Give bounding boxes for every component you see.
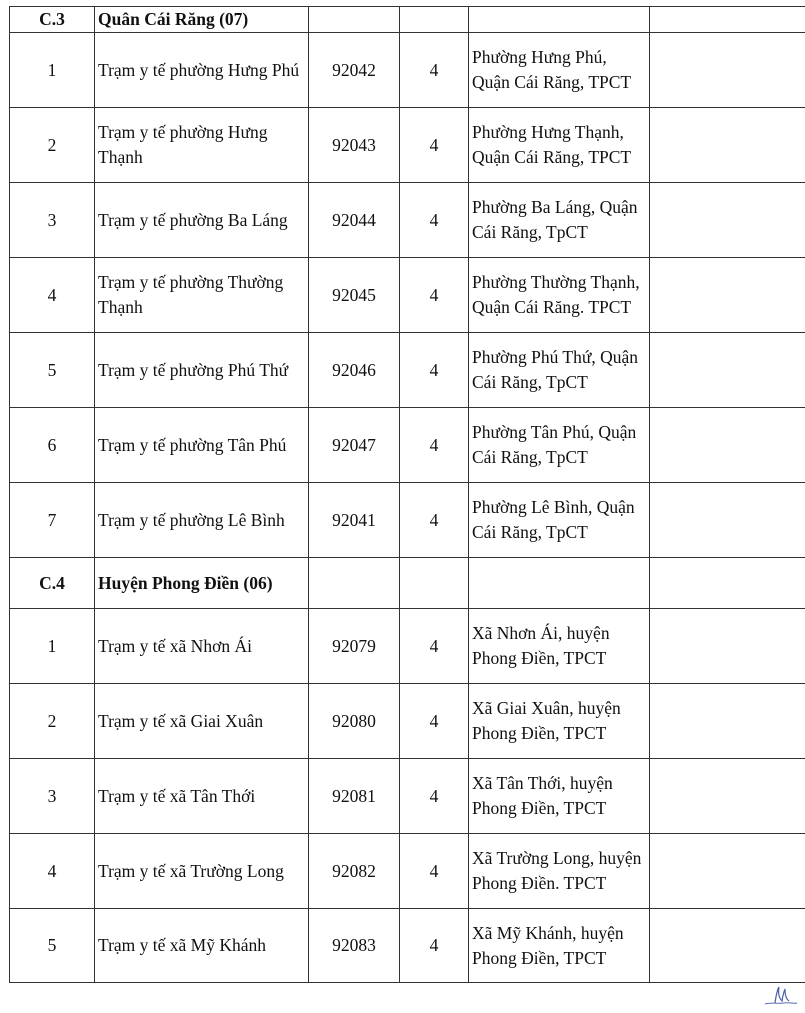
table-row bbox=[10, 258, 805, 333]
facility-code: 92041 bbox=[309, 483, 400, 558]
facility-name: Trạm y tế phường Ba Láng bbox=[95, 183, 309, 258]
table-row bbox=[10, 333, 805, 408]
facility-level: 4 bbox=[400, 684, 469, 759]
facility-name: Trạm y tế xã Nhơn Ái bbox=[95, 609, 309, 684]
facility-code: 92045 bbox=[309, 258, 400, 333]
row-number: 1 bbox=[10, 609, 95, 684]
facility-level: 4 bbox=[400, 258, 469, 333]
row-number: 4 bbox=[10, 834, 95, 909]
note-cell bbox=[650, 33, 805, 108]
facility-address: Phường Thường Thạnh, Quận Cái Răng. TPCT bbox=[469, 258, 650, 333]
facility-level: 4 bbox=[400, 609, 469, 684]
table-row bbox=[10, 33, 805, 108]
facility-level: 4 bbox=[400, 759, 469, 834]
row-number: 2 bbox=[10, 684, 95, 759]
facility-level: 4 bbox=[400, 183, 469, 258]
facility-address: Xã Tân Thới, huyện Phong Điền, TPCT bbox=[469, 759, 650, 834]
facility-name: Trạm y tế phường Hưng Phú bbox=[95, 33, 309, 108]
empty-cell bbox=[400, 7, 469, 33]
table-row bbox=[10, 759, 805, 834]
row-number: 4 bbox=[10, 258, 95, 333]
facility-table bbox=[9, 6, 805, 983]
table-row bbox=[10, 408, 805, 483]
empty-cell bbox=[309, 558, 400, 609]
facility-name: Trạm y tế phường Tân Phú bbox=[95, 408, 309, 483]
row-number: 7 bbox=[10, 483, 95, 558]
section-code: C.3 bbox=[10, 7, 95, 33]
facility-level: 4 bbox=[400, 834, 469, 909]
note-cell bbox=[650, 258, 805, 333]
facility-code: 92081 bbox=[309, 759, 400, 834]
note-cell bbox=[650, 408, 805, 483]
facility-name: Trạm y tế xã Giai Xuân bbox=[95, 684, 309, 759]
note-cell bbox=[650, 183, 805, 258]
facility-name: Trạm y tế xã Trường Long bbox=[95, 834, 309, 909]
facility-table-body bbox=[10, 7, 805, 983]
facility-address: Xã Giai Xuân, huyện Phong Điền, TPCT bbox=[469, 684, 650, 759]
section-code: C.4 bbox=[10, 558, 95, 609]
section-title: Huyện Phong Điền (06) bbox=[95, 558, 309, 609]
facility-address: Phường Hưng Thạnh, Quận Cái Răng, TPCT bbox=[469, 108, 650, 183]
facility-level: 4 bbox=[400, 909, 469, 983]
facility-address: Phường Phú Thứ, Quận Cái Răng, TpCT bbox=[469, 333, 650, 408]
section-header-row bbox=[10, 558, 805, 609]
empty-cell bbox=[650, 558, 805, 609]
facility-level: 4 bbox=[400, 333, 469, 408]
facility-level: 4 bbox=[400, 483, 469, 558]
table-row bbox=[10, 909, 805, 983]
facility-address: Xã Nhơn Ái, huyện Phong Điền, TPCT bbox=[469, 609, 650, 684]
facility-name: Trạm y tế phường Thường Thạnh bbox=[95, 258, 309, 333]
empty-cell bbox=[309, 7, 400, 33]
note-cell bbox=[650, 909, 805, 983]
signature-mark bbox=[763, 984, 799, 1008]
empty-cell bbox=[400, 558, 469, 609]
facility-address: Xã Mỹ Khánh, huyện Phong Điền, TPCT bbox=[469, 909, 650, 983]
note-cell bbox=[650, 108, 805, 183]
note-cell bbox=[650, 609, 805, 684]
table-row bbox=[10, 483, 805, 558]
note-cell bbox=[650, 834, 805, 909]
facility-name: Trạm y tế xã Mỹ Khánh bbox=[95, 909, 309, 983]
row-number: 6 bbox=[10, 408, 95, 483]
facility-address: Xã Trường Long, huyện Phong Điền. TPCT bbox=[469, 834, 650, 909]
facility-name: Trạm y tế phường Hưng Thạnh bbox=[95, 108, 309, 183]
facility-code: 92044 bbox=[309, 183, 400, 258]
table-row bbox=[10, 108, 805, 183]
section-title: Quân Cái Răng (07) bbox=[95, 7, 309, 33]
facility-code: 92047 bbox=[309, 408, 400, 483]
facility-level: 4 bbox=[400, 33, 469, 108]
note-cell bbox=[650, 483, 805, 558]
note-cell bbox=[650, 759, 805, 834]
facility-code: 92079 bbox=[309, 609, 400, 684]
facility-code: 92080 bbox=[309, 684, 400, 759]
facility-address: Phường Tân Phú, Quận Cái Răng, TpCT bbox=[469, 408, 650, 483]
facility-code: 92083 bbox=[309, 909, 400, 983]
facility-code: 92082 bbox=[309, 834, 400, 909]
empty-cell bbox=[469, 558, 650, 609]
table-row bbox=[10, 684, 805, 759]
facility-level: 4 bbox=[400, 408, 469, 483]
table-row bbox=[10, 183, 805, 258]
facility-code: 92046 bbox=[309, 333, 400, 408]
row-number: 1 bbox=[10, 33, 95, 108]
section-header-row bbox=[10, 7, 805, 33]
facility-address: Phường Ba Láng, Quận Cái Răng, TpCT bbox=[469, 183, 650, 258]
facility-name: Trạm y tế phường Phú Thứ bbox=[95, 333, 309, 408]
facility-level: 4 bbox=[400, 108, 469, 183]
table-row bbox=[10, 834, 805, 909]
empty-cell bbox=[469, 7, 650, 33]
note-cell bbox=[650, 333, 805, 408]
row-number: 5 bbox=[10, 909, 95, 983]
row-number: 3 bbox=[10, 183, 95, 258]
table-row bbox=[10, 609, 805, 684]
facility-name: Trạm y tế phường Lê Bình bbox=[95, 483, 309, 558]
facility-code: 92042 bbox=[309, 33, 400, 108]
facility-address: Phường Hưng Phú, Quận Cái Răng, TPCT bbox=[469, 33, 650, 108]
row-number: 5 bbox=[10, 333, 95, 408]
row-number: 2 bbox=[10, 108, 95, 183]
row-number: 3 bbox=[10, 759, 95, 834]
note-cell bbox=[650, 684, 805, 759]
facility-address: Phường Lê Bình, Quận Cái Răng, TpCT bbox=[469, 483, 650, 558]
facility-code: 92043 bbox=[309, 108, 400, 183]
empty-cell bbox=[650, 7, 805, 33]
facility-name: Trạm y tế xã Tân Thới bbox=[95, 759, 309, 834]
